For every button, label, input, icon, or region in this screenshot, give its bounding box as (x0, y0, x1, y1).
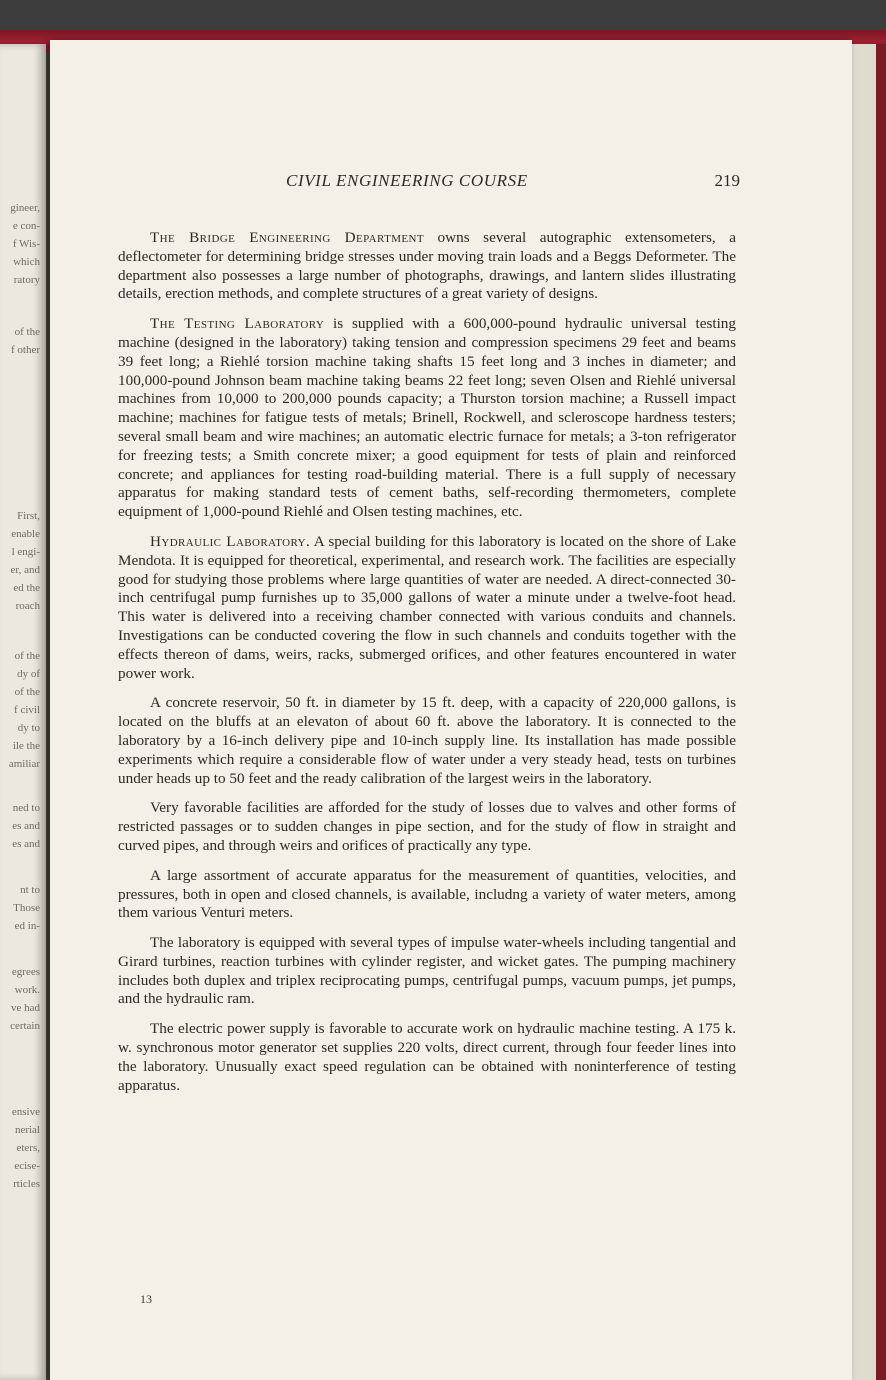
paragraph-text: A special building for this laboratory is located on the shore of Lake Mendota. It is equipped for theoretical, experimental, and research work. The facilities are especially good for studying those problems where large quantities of water are needed. A direct-connected 30-inch centrifugal pump furnishes up to 35,000 gallons of water a minute under a twelve-foot head. This water is delivered into a receiving chamber connected with various conduits and channels. Investigations can be conducted covering the flow in such channels and conduits together with the effects thereon of dams, weirs, racks, submerged orifices, and other features encountered in water power work. (118, 532, 736, 682)
left-fragment: ratory (13, 274, 40, 286)
left-fragment: ed in- (14, 920, 40, 932)
folio-signature: 13 (140, 1292, 152, 1306)
paragraph-text: The electric power supply is favorable to accurate work on hydraulic machine testing. A 175 k. w. synchronous motor generator set supplies 220 volts, direct current, through four feeder lines into the laboratory. Unusually exact speed regulation can be obtained with noninterference of testing apparatus. (118, 1020, 736, 1094)
left-fragment: dy to (17, 722, 40, 734)
paragraph-facilities (118, 799, 736, 855)
paragraph-lead: Hydraulic Laboratory. (150, 532, 311, 550)
paragraph-testing-laboratory (118, 315, 736, 522)
paragraph-lead: The Testing Laboratory (150, 315, 325, 333)
paragraph-lead: The Bridge Engineering Department (150, 229, 424, 246)
paragraph-text: A concrete reservoir, 50 ft. in diameter by 15 ft. deep, with a capacity of 220,000 gallons, is located on the bluffs at an elevaton of about 60 ft. above the laboratory. It is connected to the laboratory by a 16-inch delivery pipe and 10-inch supply line. Its installation has made possible experiments which require a considerable flow of water under a very steady head, tests on turbines under heads up to 50 feet and the ready calibration of the largest weirs in the laboratory. (118, 694, 736, 787)
left-fragment: er, and (10, 564, 40, 576)
left-fragment: l engi- (11, 546, 40, 558)
left-fragment: roach (15, 600, 40, 612)
paragraph-hydraulic-laboratory (118, 533, 736, 683)
left-fragment: Those (13, 902, 40, 914)
running-head (118, 171, 740, 195)
left-fragment: of the (14, 650, 40, 662)
left-fragment: nerial (14, 1124, 40, 1136)
left-fragment: rticles (13, 1178, 40, 1190)
left-fragment: amiliar (8, 758, 40, 770)
paragraph-water-wheels (118, 934, 736, 1009)
paragraph-text: owns several autographic extensometers, a deflectometer for determining bridge stresses under moving train loads and a Beggs Deformeter. The department also possesses a large number of photographs, drawings, and lantern slides illustrating details, erection methods, and complete structures of a great variety of designs. (118, 229, 736, 303)
left-fragment: which (13, 256, 40, 268)
book-cover-edge (876, 44, 886, 1380)
left-fragment: of the (14, 326, 40, 338)
left-fragment: es and (12, 820, 40, 832)
left-fragment: ed the (13, 582, 40, 594)
paragraph-apparatus (118, 867, 736, 923)
page-number: 219 (714, 171, 740, 190)
left-fragment: certain (10, 1020, 40, 1032)
left-fragment: work. (14, 984, 40, 996)
left-fragment: enable (11, 528, 40, 540)
left-fragment: f other (10, 344, 40, 356)
left-fragment: f Wis- (12, 238, 40, 250)
paragraph-power-supply (118, 1020, 736, 1095)
left-fragment: ve had (10, 1002, 40, 1014)
paragraph-text: The laboratory is equipped with several types of impulse water-wheels including tangential and Girard turbines, reaction turbines with cylinder register, and wicket gates. The pumping machinery includes both duplex and triplex reciprocating pumps, centrifugal pumps, vacuum pumps, jet pumps, and the hydraulic ram. (118, 934, 736, 1008)
left-fragment: of the (14, 686, 40, 698)
paragraph-text: Very favorable facilities are afforded for the study of losses due to valves and other forms of restricted passages or to sudden changes in pipe section, and for the study of flow in straight and curved pipes, and through weirs and orifices of practically any type. (118, 799, 736, 854)
paragraph-bridge-department (118, 229, 736, 304)
left-fragment: First, (17, 510, 40, 522)
left-fragment: nt to (20, 884, 40, 896)
left-fragment: ile the (12, 740, 40, 752)
left-fragment: f civil (14, 704, 40, 716)
paragraph-text: A large assortment of accurate apparatus for the measurement of quantities, velocities, and pressures, both in open and closed channels, is available, includng a variety of water meters, among them various Venturi meters. (118, 866, 736, 922)
left-page-edge (0, 44, 46, 1380)
left-fragment: eters, (16, 1142, 40, 1154)
left-fragment: ensive (11, 1106, 40, 1118)
paragraph-text: is supplied with a 600,000-pound hydraulic universal testing machine (designed in the laboratory) taking tension and compression specimens 29 feet and beams 39 feet long; a Riehlé torsion machine taking shafts 15 feet long and 3 inches in diameter; and 100,000-pound Johnson beam machine taking beams 22 feet long; seven Olsen and Riehlé universal machines from 10,000 to 200,000 pounds capacity; a Thurston torsion machine; a Russell impact machine; machines for fatigue tests of metals; Brinell, Rockwell, and scleroscope hardness testers; several small beam and wire machines; an automatic electric furnace for metals; a 3-ton refrigerator for freezing tests; a Smith concrete mixer; a good equipment for tests of plain and reinforced concrete; and appliances for testing road-building material. There is a full supply of necessary apparatus for making standard tests of cement baths, self-recording thermometers, complete equipment of 1,000-pound Riehlé and Olsen testing machines, etc. (118, 315, 736, 521)
left-fragment: e con- (12, 220, 40, 232)
left-fragment: egrees (11, 966, 40, 978)
running-head-title: CIVIL ENGINEERING COURSE (286, 171, 528, 190)
left-fragment: ecise- (14, 1160, 40, 1172)
left-fragment: es and (12, 838, 40, 850)
left-fragment: gineer, (10, 202, 40, 214)
paragraph-reservoir (118, 694, 736, 788)
left-fragment: ned to (12, 802, 40, 814)
left-fragment: dy of (17, 668, 40, 680)
body-text (118, 229, 736, 1106)
